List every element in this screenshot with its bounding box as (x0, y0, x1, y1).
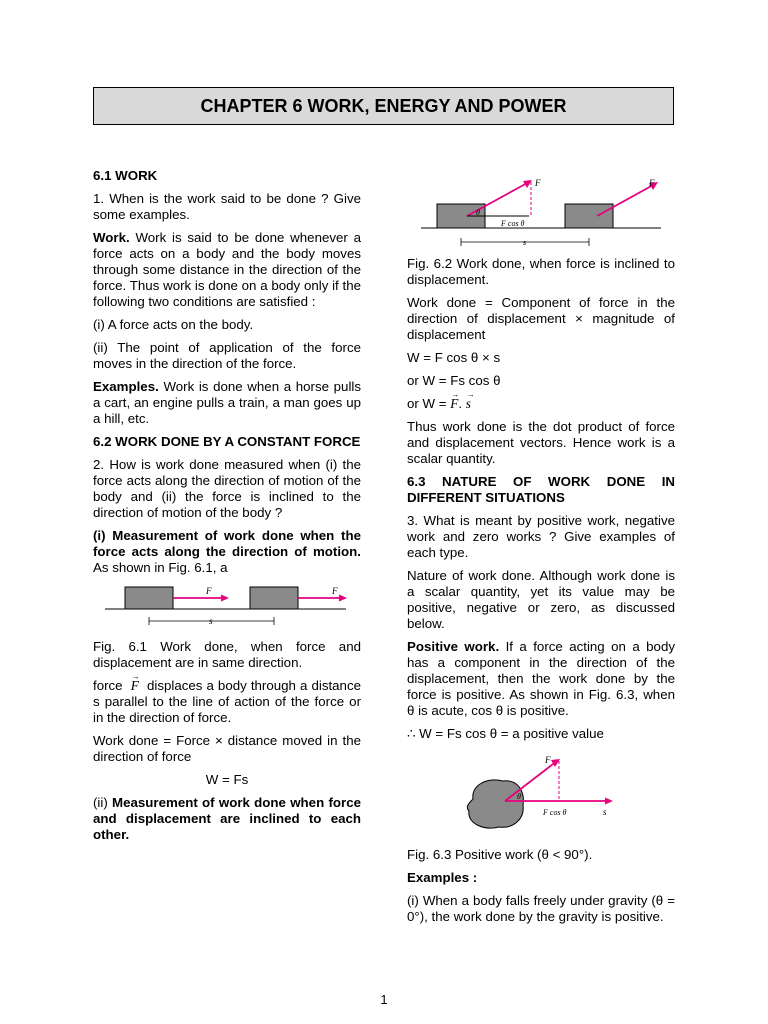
work-done-equation: Work done = Force × distance moved in the direction of force (93, 733, 361, 764)
left-column (93, 168, 361, 850)
nature-text: Nature of work done. Although work done is a scalar quantity, yet its value may be positive, negative or zero, as discussed below. (407, 568, 675, 631)
examples-paragraph (93, 379, 361, 427)
positive-equation: ∴ W = Fs cos θ = a positive value (407, 726, 604, 741)
f-label-left: F (206, 586, 212, 596)
block-right (250, 587, 298, 609)
question-2: 2. How is work done measured when (i) the force acts along the direction of motion of the body and (ii) the force is inclined to the direction of motion of the body ? (93, 457, 361, 520)
condition-1: (i) A force acts on the body. (93, 317, 254, 332)
section-6-1-heading: 6.1 WORK (93, 168, 158, 183)
displacement-arrowhead (605, 798, 613, 805)
positive-work-label: Positive work. (407, 639, 500, 654)
measurement-2 (93, 795, 361, 843)
work-definition (93, 230, 361, 310)
body-blob (467, 780, 523, 828)
s-label: s (209, 616, 213, 626)
fcos-label: F cos θ (501, 219, 525, 228)
force-arrowhead-left (221, 595, 229, 602)
block-left (125, 587, 173, 609)
f-label-left: F (535, 178, 541, 188)
equation-1: W = F cos θ × s (407, 350, 501, 365)
work-label: Work. (93, 230, 130, 245)
measurement-2-bold: Measurement of work done when force and displacement are inclined to each other. (93, 795, 361, 842)
example-1: (i) When a body falls freely under gravity (θ = 0°), the work done by the gravity is positive. (407, 893, 675, 924)
section-6-3-heading: 6.3 NATURE OF WORK DONE IN DIFFERENT SITUATIONS (407, 474, 675, 505)
force-arrow (505, 761, 557, 801)
force-arrowhead-right (339, 595, 347, 602)
figure-6-2 (407, 168, 675, 252)
eq3-pre: or W = (407, 396, 447, 411)
figure-6-3-caption: Fig. 6.3 Positive work (θ < 90°). (407, 847, 593, 862)
page-number: 1 (380, 992, 388, 1007)
dot-product-text: Thus work done is the dot product of force and displacement vectors. Hence work is a scalar quantity. (407, 419, 675, 466)
condition-2: (ii) The point of application of the force moves in the direction of the force. (93, 340, 361, 371)
examples-text: Work is done when a horse pulls a cart, an engine pulls a train, a man goes up a hill, etc. (93, 379, 361, 426)
positive-work-text: If a force acting on a body has a component in the direction of the displacement, then the work done by the force is positive. As shown in Fig. 6.3, when θ is acute, cos θ is positive. (407, 639, 675, 718)
right-column (407, 168, 675, 932)
force-displaces-text (93, 678, 361, 726)
eq3-f-vector: → F (450, 396, 458, 411)
s-label: s (603, 807, 607, 817)
force-arrow-right (597, 184, 655, 216)
question-1: 1. When is the work said to be done ? Give some examples. (93, 191, 361, 222)
f-label: F (545, 755, 551, 765)
measurement-2-pre: (ii) (93, 795, 108, 810)
chapter-title: CHAPTER 6 WORK, ENERGY AND POWER (93, 87, 674, 125)
section-6-2-heading: 6.2 WORK DONE BY A CONSTANT FORCE (93, 434, 361, 449)
eq3-s-vector: → s (466, 396, 471, 411)
f-label-right: F (332, 586, 338, 596)
figure-6-3 (407, 749, 675, 843)
equation-3 (407, 396, 675, 412)
block-right (565, 204, 613, 228)
eq3-dot: . (458, 396, 463, 411)
positive-work-paragraph (407, 639, 675, 719)
theta-label: θ (517, 792, 521, 801)
figure-6-1 (93, 583, 361, 635)
examples-label: Examples. (93, 379, 159, 394)
measurement-1-bold: (i) Measurement of work done when the force acts along the direction of motion. (93, 528, 361, 559)
component-text: Work done = Component of force in the direction of displacement × magnitude of displacement (407, 295, 675, 342)
s-label: s (523, 238, 527, 247)
work-text: Work is said to be done whenever a force acts on a body and the body moves through some distance in the direction of the force. Thus work is done on a body only if the following two conditions are satisfied : (93, 230, 361, 309)
measurement-1-text: As shown in Fig. 6.1, a (93, 560, 228, 575)
question-3: 3. What is meant by positive work, negative work and zero works ? Give examples of each type. (407, 513, 675, 560)
equation-2: or W = Fs cos θ (407, 373, 501, 388)
figure-6-1-caption: Fig. 6.1 Work done, when force and displacement are in same direction. (93, 639, 361, 670)
theta-label: θ (476, 208, 480, 217)
f-label-right: F (649, 178, 655, 188)
figure-6-2-caption: Fig. 6.2 Work done, when force is inclined to displacement. (407, 256, 675, 287)
measurement-1 (93, 528, 361, 576)
force-post: displaces a body through a distance s parallel to the line of action of the force or in the direction of force. (93, 678, 361, 725)
fcos-label: F cos θ (543, 808, 567, 817)
force-vector-symbol: → F (131, 678, 139, 693)
force-pre: force (93, 678, 123, 693)
w-equals-fs: W = Fs (205, 772, 249, 787)
examples-heading: Examples : (407, 870, 478, 885)
